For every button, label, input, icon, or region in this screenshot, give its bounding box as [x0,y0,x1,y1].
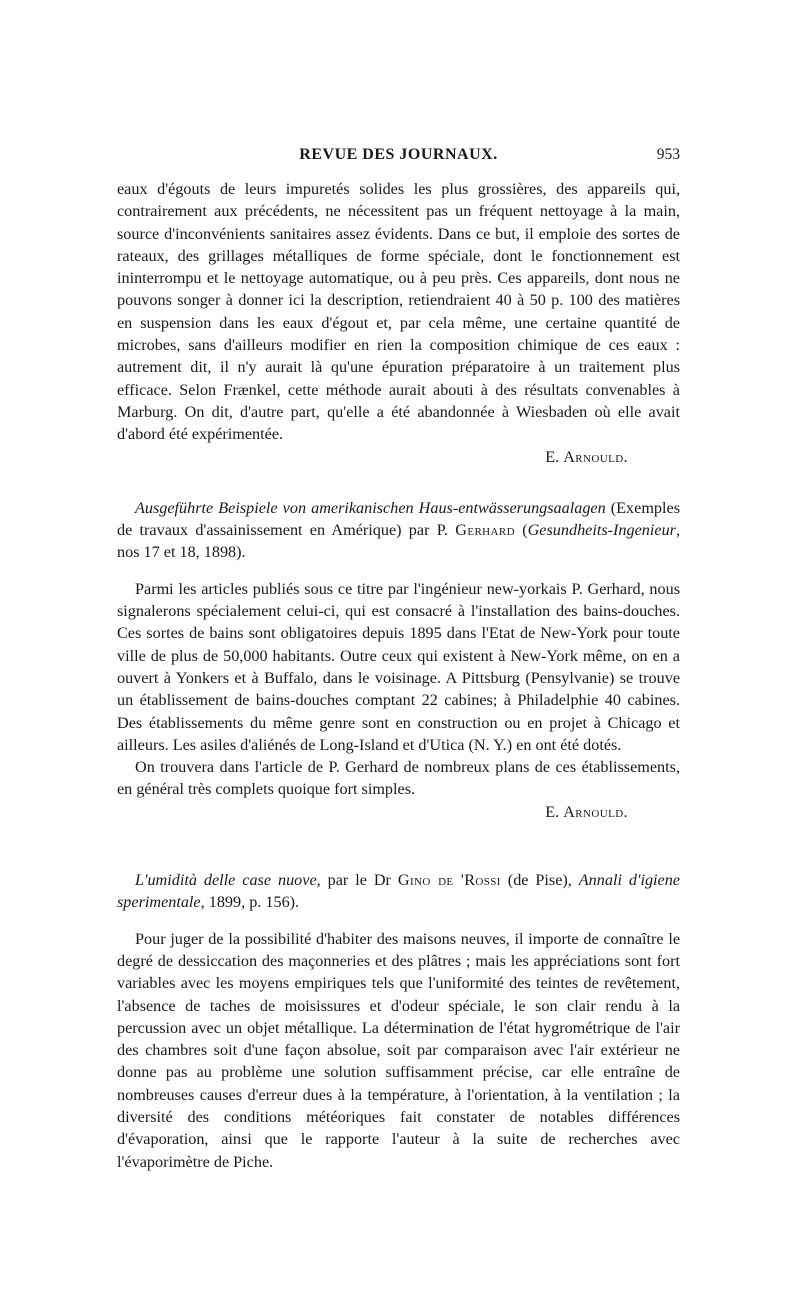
article3-title-rest: , par le Dr [316,871,398,890]
article3-author: Gino de 'Rossi [397,871,501,890]
article1-paragraph: eaux d'égouts de leurs impuretés solides les plus grossières, des appareils qui, contrairement aux précédents, ne nécessitent pas un fréquent nettoyage à la main, source d'inconvénients sanitaires assez évidents. Dans ce but, il emploie des sortes de rateaux, des grillages métalliques de forme spéciale, dont le fonctionnement est ininterrompu et le nettoyage automatique, ou à peu près. Ces appareils, dont nous ne pouvons songer à donner ici la description, retiendraient 40 à 50 p. 100 des matières en suspension dans les eaux d'égout et, par cela même, une certaine quantité de microbes, sans d'ailleurs modifier en rien la composition chimique de ces eaux : autrement dit, il n'y aurait là qu'une épuration préparatoire à un traitement plus efficace. Selon Frænkel, cette méthode aurait abouti à des résultats convenables à Marburg. On dit, d'autre part, qu'elle a été abandonnée à Wiesbaden où elle avait d'abord été expérimentée. [117,180,680,444]
article1-signature [117,446,680,468]
article2-source: Gesundheits-Ingenieur [527,521,676,540]
page-body [117,178,680,1173]
article2-source-rest: , nos 17 et 18, 1898). [117,521,681,562]
article2-source-open: ( [514,521,528,540]
signature-name: Arnould. [563,802,628,821]
page-header [117,146,680,168]
article2-signature [117,801,680,823]
article2-title: Ausgeführte Beispiele von amerikanischen Haus-entwässerungsaalagen [135,498,606,517]
article2-author: Gerhard [455,521,515,540]
article2-heading [117,497,680,564]
signature-initial: E. [545,447,564,466]
article3-author-note: (de Pise), [500,871,579,890]
article2-paragraph-2: On trouvera dans l'article de P. Gerhard de nombreux plans de ces établissements, en général très complets quoique fort simples. [117,758,680,799]
page-number: 953 [656,146,680,163]
article3-title: L'umidità delle case nuove [135,871,317,890]
article2-title-rest: (Exemples de travaux d'assainissement en Amérique) par P. [117,498,681,540]
article3-journal: Annali d'igiene sperimentale [117,871,680,912]
article3-heading [117,869,680,914]
article2-paragraph-1: Parmi les articles publiés sous ce titre par l'ingénieur new-yorkais P. Gerhard, nous signalerons spécialement celui-ci, qui est consacré à l'installation des bains-douches. Ces sortes de bains sont obligatoires depuis 1895 dans l'Etat de New-York pour toute ville de plus de 50,000 habitants. Outre ceux qui existent à New-York même, on en a ouvert à Yonkers et à Buffalo, dans le voisinage. A Pittsburg (Pensylvanie) se trouve un établissement de bains-douches comptant 22 cabines; à Philadelphie 40 cabines. Des établissements du même genre sont en construction ou en projet à Chicago et ailleurs. Les asiles d'aliénés de Long-Island et d'Utica (N. Y.) en ont été dotés. [117,579,680,754]
signature-initial: E. [545,802,564,821]
article3-journal-rest: , 1899, p. 156). [200,893,300,912]
signature-name: Arnould. [563,447,628,466]
running-title: REVUE DES JOURNAUX. [299,146,498,163]
article3-paragraph: Pour juger de la possibilité d'habiter des maisons neuves, il importe de connaître le degré de dessiccation des maçonneries et des plâtres ; mais les appréciations sont fort variables avec les moyens empiriques tels que l'uniformité des teintes de revêtement, l'absence de taches de moisissures et d'odeur spéciale, le son clair rendu à la percussion avec un objet métallique. La détermination de l'état hygrométrique de l'air des chambres soit d'une façon absolue, soit par comparaison avec l'air extérieur ne donne pas au problème une solution suffisamment précise, car elle entraîne de nombreuses causes d'erreur dues à la température, à l'orientation, à la ventilation ; la diversité des conditions météoriques fait constater de notables différences d'évaporation, ainsi que le rapporte l'auteur à la suite de recherches avec l'évaporimètre de Piche. [117,929,680,1171]
